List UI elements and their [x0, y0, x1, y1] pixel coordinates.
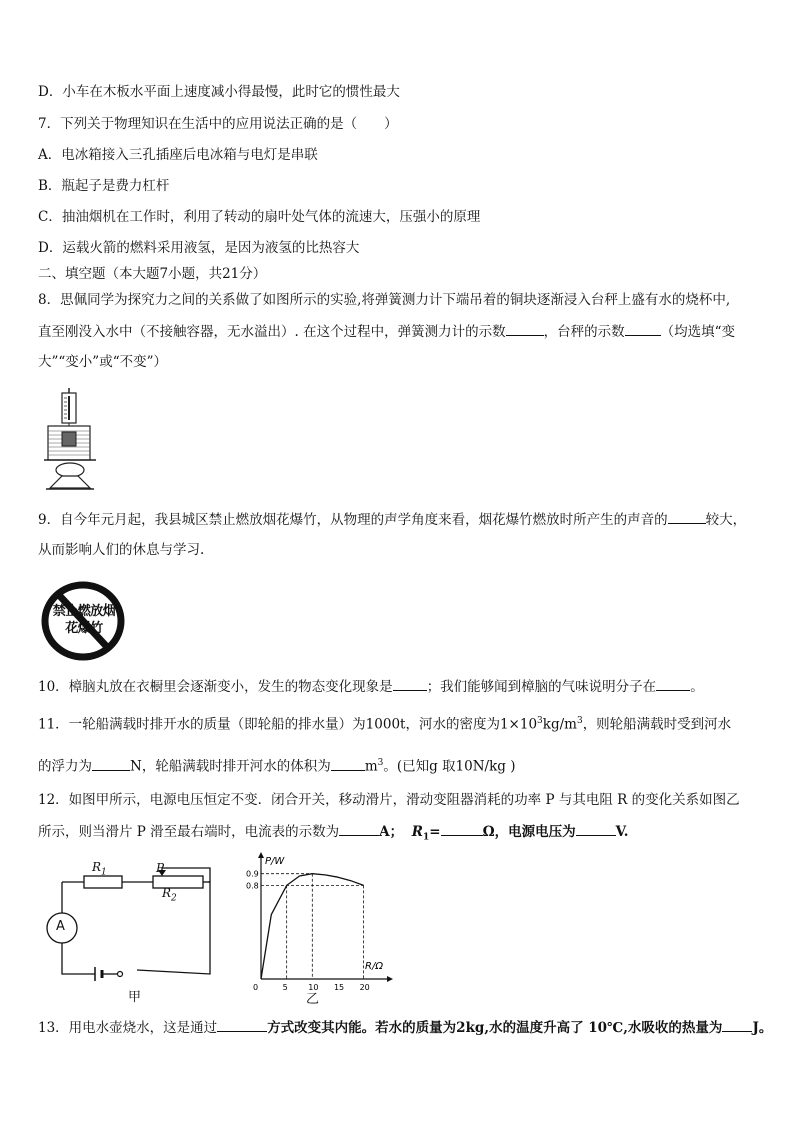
- spring-scale-figure: [40, 388, 100, 492]
- section-heading: 二、填空题（本大题7小题，共21分）: [38, 266, 267, 282]
- q7-stem: 7．下列关于物理知识在生活中的应用说法正确的是（ ）: [38, 116, 398, 132]
- q13-line: [38, 1018, 772, 1037]
- q11-text-c: ，则轮船满载时受到河水: [582, 716, 732, 733]
- y-tick-label: 0.8: [246, 881, 259, 891]
- q12-r1: R: [411, 824, 423, 840]
- chart-caption: 乙: [306, 992, 320, 1007]
- y-axis-label: P/W: [265, 856, 285, 867]
- switch-icon: [118, 972, 123, 977]
- x-tick-label: 0: [253, 983, 259, 992]
- q8-blank-2[interactable]: [625, 322, 661, 336]
- r2-rheostat: [153, 876, 203, 888]
- r1-resistor: [84, 876, 122, 888]
- q11-blank-1[interactable]: [92, 757, 130, 771]
- q10-line: [38, 677, 704, 696]
- q11-sup-1: 3: [537, 716, 543, 726]
- q12-line1: 12．如图甲所示，电源电压恒定不变．闭合开关，移动滑片，滑动变阻器消耗的功率 P 与其电阻 R 的变化关系如图乙: [38, 792, 740, 808]
- q11-sup-2: 3: [576, 716, 583, 726]
- q9-line2: 从而影响人们的休息与学习.: [38, 542, 205, 558]
- r1-label-sub: 1: [101, 867, 107, 878]
- q10-blank-1[interactable]: [393, 677, 427, 691]
- q8-text-a: 直至刚没入水中（不接触容器，无水溢出）. 在这个过程中，弹簧测力计的示数: [38, 324, 506, 340]
- q11-text-d: 的浮力为: [38, 758, 92, 775]
- q12-text-b: A；: [379, 824, 404, 840]
- q12-blank-1[interactable]: [339, 822, 379, 836]
- q10-text-c: 。: [690, 679, 704, 695]
- q12-r1-sub: 1: [422, 832, 430, 843]
- q12-line2: [38, 822, 628, 847]
- q11-text-g: 。(已知g 取10N/kg ): [383, 758, 516, 775]
- r1-label: [92, 860, 107, 877]
- q12-text-e: Ω，电源电压为: [482, 824, 576, 840]
- x-tick-label: 20: [359, 983, 370, 992]
- q8-line1: 8．思佩同学为探究力之间的关系做了如图所示的实验,将弹簧测力计下端吊着的铜块逐渐浸入台秤上盛有水的烧杯中,: [38, 292, 731, 308]
- circuit-caption: 甲: [128, 990, 142, 1005]
- ammeter-label: A: [56, 919, 65, 934]
- q13-text-a: 13．用电水壶烧水，这是通过: [38, 1020, 218, 1036]
- q9-blank[interactable]: [668, 510, 706, 524]
- q9-text-b: 较大，: [705, 512, 747, 528]
- x-tick-label: 5: [282, 983, 288, 992]
- q11-text-a: 11．一轮船满载时排开水的质量（即轮船的排水量）为1000t，河水的密度为1×10: [38, 716, 538, 733]
- q12-text-a: 所示，则当滑片 P 滑至最右端时，电流表的示数为: [38, 824, 340, 840]
- q11-sup-3: 3: [377, 758, 384, 768]
- q8-text-c: （均选填“变: [660, 324, 735, 340]
- q8-line2: [38, 322, 735, 341]
- q7-option-a: A．电冰箱接入三孔插座后电冰箱与电灯是串联: [38, 147, 318, 163]
- q11-blank-2[interactable]: [331, 757, 365, 771]
- r2-label-text: R: [162, 886, 172, 900]
- sign-label: 禁止燃放烟花爆竹: [52, 604, 116, 636]
- y-tick-label: 0.9: [246, 869, 259, 879]
- q13-blank-1[interactable]: [217, 1018, 267, 1032]
- circuit-diagram: [40, 856, 225, 1004]
- q10-text-b: ；我们能够闻到樟脑的气味说明分子在: [426, 679, 657, 695]
- r2-label-sub: 2: [171, 893, 177, 904]
- q6-option-d: D．小车在木板水平面上速度减小得最慢，此时它的惯性最大: [38, 84, 400, 100]
- q7-option-d: D．运载火箭的燃料采用液氢，是因为液氢的比热容大: [38, 240, 360, 256]
- q13-text-b: 方式改变其内能。若水的质量为2kg,水的温度升高了 10℃,水吸收的热量为: [267, 1020, 723, 1036]
- q12-blank-3[interactable]: [576, 822, 616, 836]
- q8-line3: 大”“变小”或“不变”）: [38, 354, 168, 370]
- q8-blank-1[interactable]: [506, 322, 544, 336]
- q11-line1: [38, 712, 731, 734]
- x-axis-arrow-icon: [387, 976, 393, 982]
- q13-text-c: J。: [752, 1020, 773, 1036]
- q8-text-b: ，台秤的示数: [543, 324, 625, 340]
- q12-text-f: V.: [615, 824, 629, 840]
- q9-line1: [38, 510, 746, 529]
- q13-blank-2[interactable]: [722, 1018, 752, 1032]
- x-axis-label: R/Ω: [365, 961, 383, 972]
- q10-blank-2[interactable]: [656, 677, 690, 691]
- q12-blank-2[interactable]: [441, 822, 483, 836]
- power-resistance-chart: [245, 852, 395, 1002]
- q7-option-c: C．抽油烟机在工作时，利用了转动的扇叶处气体的流速大，压强小的原理: [38, 209, 481, 225]
- q9-text-a: 9．自今年元月起，我县城区禁止燃放烟花爆竹，从物理的声学角度来看，烟花爆竹燃放时所产生的声音的: [38, 512, 668, 528]
- r2-label: [162, 886, 177, 903]
- q11-line2: [38, 754, 515, 776]
- q10-text-a: 10．樟脑丸放在衣橱里会逐渐变小，发生的物态变化现象是: [38, 679, 393, 695]
- q11-text-unit: kg/m: [542, 716, 577, 733]
- q11-text-e: N，轮船满载时排开河水的体积为: [130, 758, 331, 775]
- y-axis-arrow-icon: [258, 852, 264, 858]
- p-label: P: [156, 861, 165, 875]
- x-tick-label: 15: [333, 983, 345, 992]
- x-tick-label: 10: [308, 983, 319, 992]
- r1-label-text: R: [92, 860, 102, 874]
- q11-text-f: m: [364, 758, 378, 775]
- q7-option-b: B．瓶起子是费力杠杆: [38, 178, 170, 194]
- q12-eq: =: [429, 824, 441, 840]
